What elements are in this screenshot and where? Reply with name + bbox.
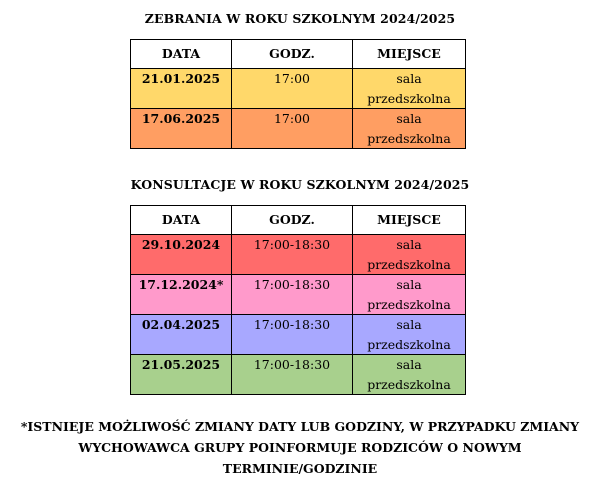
place-line2: przedszkolna [367, 90, 451, 106]
row-place [353, 109, 466, 149]
consultations-table [130, 205, 466, 395]
place-line1: sala [396, 277, 422, 292]
meetings-title: ZEBRANIA W ROKU SZKOLNYM 2024/2025 [144, 11, 456, 26]
row-time: 17:00-18:30 [232, 275, 353, 315]
header-place: MIEJSCE [353, 40, 466, 69]
header-time: GODZ. [232, 206, 353, 235]
row-time: 17:00-18:30 [232, 315, 353, 355]
table-header-row [131, 206, 466, 235]
table-row [131, 109, 466, 149]
header-date: DATA [131, 206, 232, 235]
row-place [353, 235, 466, 275]
row-place [353, 355, 466, 395]
place-line1: sala [396, 237, 422, 252]
place-line1: sala [396, 317, 422, 332]
row-date: 21.01.2025 [131, 69, 232, 109]
place-line2: przedszkolna [367, 296, 451, 312]
place-line2: przedszkolna [367, 376, 451, 392]
row-time: 17:00 [232, 109, 353, 149]
footnote [0, 416, 600, 479]
header-time: GODZ. [232, 40, 353, 69]
table-row [131, 69, 466, 109]
row-date: 17.12.2024* [131, 275, 232, 315]
table-row [131, 235, 466, 275]
header-date: DATA [131, 40, 232, 69]
row-time: 17:00-18:30 [232, 235, 353, 275]
row-time: 17:00-18:30 [232, 355, 353, 395]
row-time: 17:00 [232, 69, 353, 109]
consultations-title: KONSULTACJE W ROKU SZKOLNYM 2024/2025 [130, 177, 470, 192]
row-date: 21.05.2025 [131, 355, 232, 395]
row-date: 17.06.2025 [131, 109, 232, 149]
row-place [353, 315, 466, 355]
table-header-row [131, 40, 466, 69]
footnote-line1: *ISTNIEJE MOŻLIWOŚĆ ZMIANY DATY LUB GODZINY, W PRZYPADKU ZMIANY [20, 419, 580, 434]
meetings-table [130, 39, 466, 149]
place-line2: przedszkolna [367, 256, 451, 272]
row-place [353, 275, 466, 315]
place-line1: sala [396, 357, 422, 372]
table-row [131, 315, 466, 355]
table-row [131, 275, 466, 315]
footnote-line2: WYCHOWAWCA GRUPY POINFORMUJE RODZICÓW O NOWYM TERMINIE/GODZINIE [78, 440, 522, 476]
place-line2: przedszkolna [367, 130, 451, 146]
place-line1: sala [396, 111, 422, 126]
place-line2: przedszkolna [367, 336, 451, 352]
row-date: 29.10.2024 [131, 235, 232, 275]
place-line1: sala [396, 71, 422, 86]
header-place: MIEJSCE [353, 206, 466, 235]
row-date: 02.04.2025 [131, 315, 232, 355]
row-place [353, 69, 466, 109]
table-row [131, 355, 466, 395]
